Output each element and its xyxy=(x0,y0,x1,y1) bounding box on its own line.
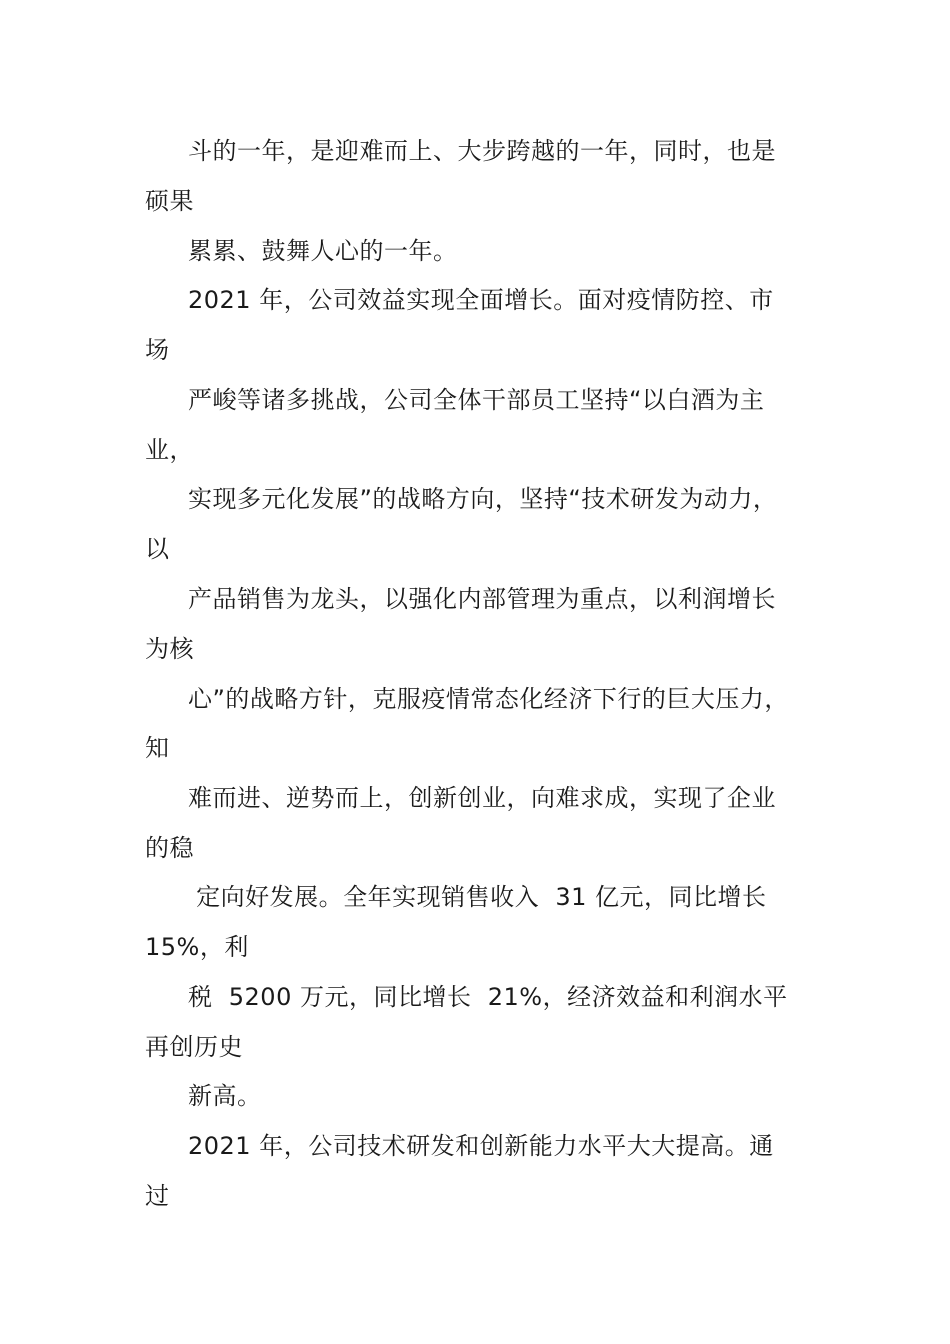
text-line: 业， xyxy=(145,436,194,464)
text-line: 税 5200 万元，同比增长 21%，经济效益和利润水平 xyxy=(188,983,788,1011)
text-line: 为核 xyxy=(145,635,194,663)
text-line: 新高。 xyxy=(188,1082,262,1110)
text-line: 的稳 xyxy=(145,834,194,862)
text-line: 定向好发展。全年实现销售收入 31 亿元，同比增长 xyxy=(188,883,767,911)
text-line: 2021 年，公司效益实现全面增长。面对疫情防控、市 xyxy=(188,286,774,314)
text-line: 难而进、逆势而上，创新创业，向难求成，实现了企业 xyxy=(188,784,776,812)
text-line: 再创历史 xyxy=(145,1033,243,1061)
text-line: 以 xyxy=(145,535,170,563)
text-line: 过 xyxy=(145,1182,170,1210)
text-line: 斗的一年，是迎难而上、大步跨越的一年，同时，也是 xyxy=(188,137,776,165)
text-line: 场 xyxy=(145,336,170,364)
text-line: 硕果 xyxy=(145,187,194,215)
text-line: 心”的战略方针，克服疫情常态化经济下行的巨大压力， xyxy=(188,685,789,713)
text-line: 产品销售为龙头，以强化内部管理为重点，以利润增长 xyxy=(188,585,776,613)
text-line: 15%，利 xyxy=(145,933,249,961)
text-line: 知 xyxy=(145,734,170,762)
text-line: 累累、鼓舞人心的一年。 xyxy=(188,237,458,265)
text-line: 严峻等诸多挑战，公司全体干部员工坚持“以白酒为主 xyxy=(188,386,765,414)
text-line: 实现多元化发展”的战略方向，坚持“技术研发为动力， xyxy=(188,485,778,513)
text-line: 2021 年，公司技术研发和创新能力水平大大提高。通 xyxy=(188,1132,774,1160)
